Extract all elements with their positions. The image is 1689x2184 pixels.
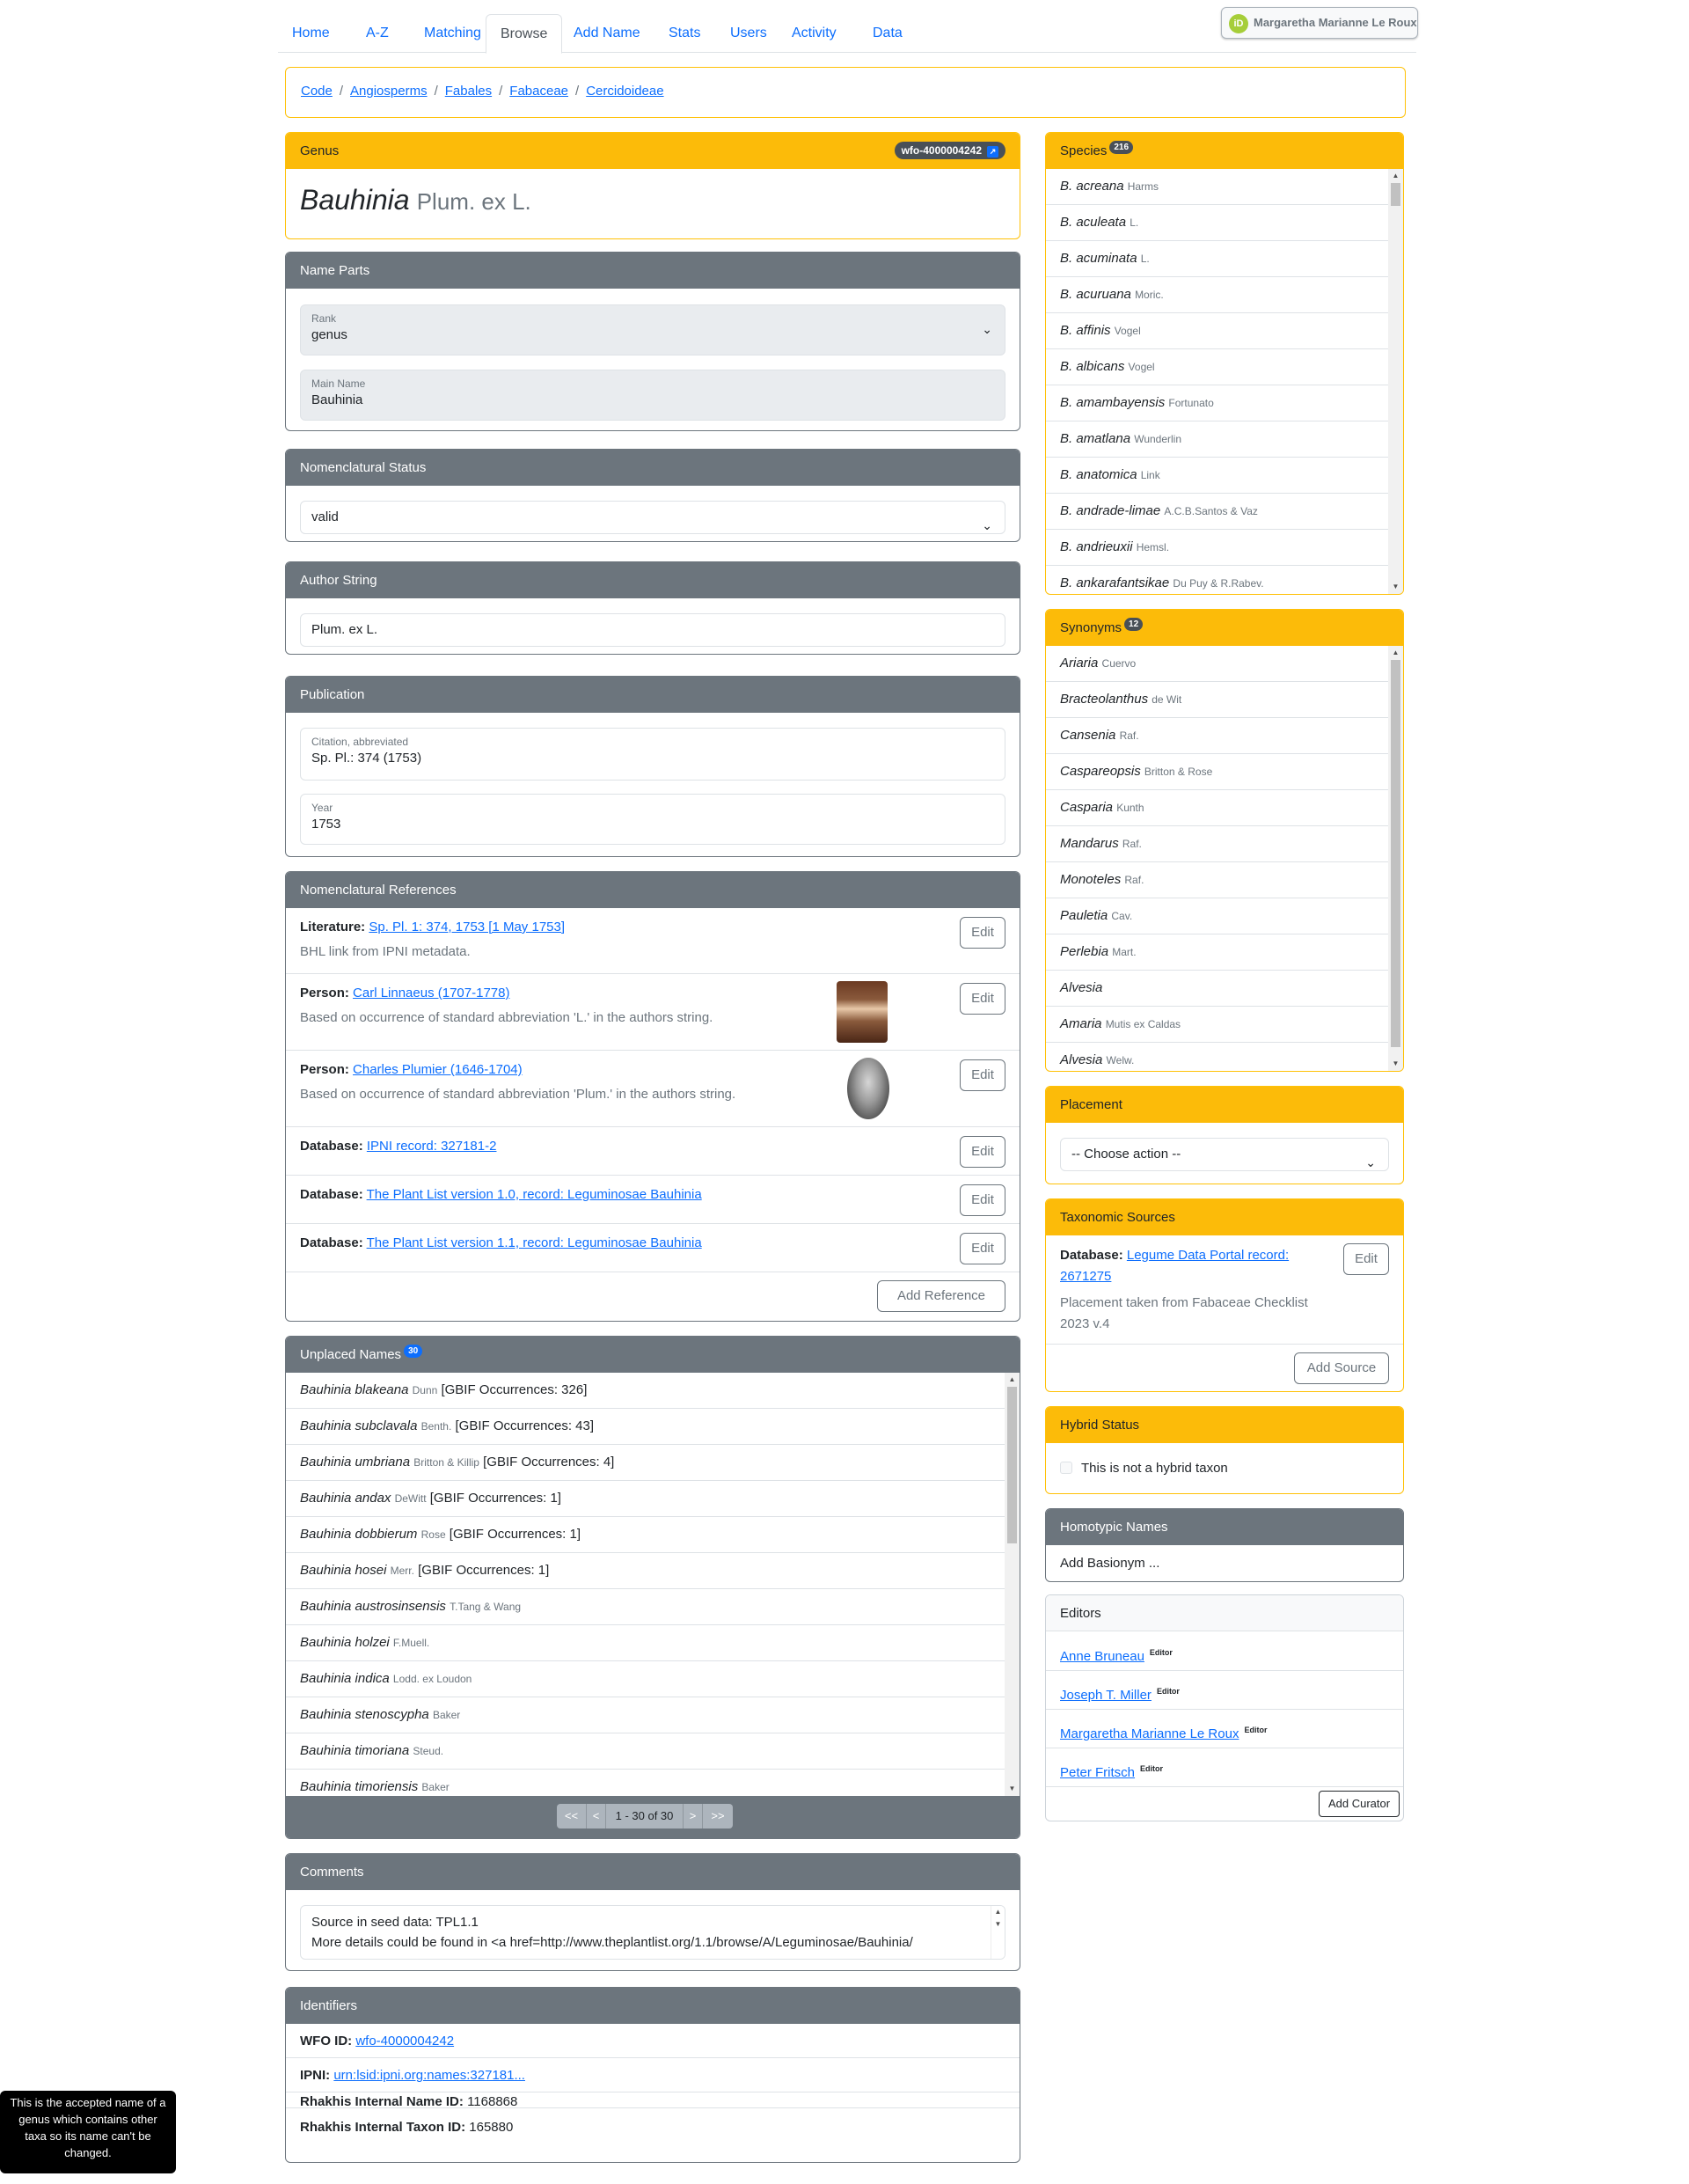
edit-button[interactable]: Edit xyxy=(960,983,1005,1015)
reference-row: Database: The Plant List version 1.0, record: Leguminosae Bauhinia Edit xyxy=(286,1176,1020,1224)
tab-a-z[interactable]: A-Z xyxy=(366,26,389,40)
reference-row: Database: The Plant List version 1.1, record: Leguminosae Bauhinia Edit xyxy=(286,1224,1020,1272)
comments-card xyxy=(285,1853,1020,1971)
taxon-author: Vogel xyxy=(1114,325,1141,337)
taxon-author: Harms xyxy=(1127,180,1159,193)
taxon-name: Bauhinia austrosinsensis xyxy=(300,1599,446,1614)
tooltip: This is the accepted name of a genus which contains other taxa so its name can't be changed. xyxy=(0,2091,176,2173)
taxon-name: Ariaria xyxy=(1060,656,1099,671)
list-item[interactable] xyxy=(286,1770,1005,1796)
taxon-name: B. ankarafantsikae xyxy=(1060,575,1170,590)
year-field[interactable] xyxy=(300,794,1005,845)
list-item[interactable] xyxy=(1046,530,1388,566)
tab-matching[interactable]: Matching xyxy=(424,26,481,40)
breadcrumb-code[interactable]: Code xyxy=(301,84,333,99)
synonyms-header: Synonyms 12 xyxy=(1046,610,1403,646)
reference-link[interactable]: Carl Linnaeus (1707-1778) xyxy=(353,986,510,1000)
identifiers-header: Identifiers xyxy=(286,1988,1020,2024)
editors-header: Editors xyxy=(1046,1595,1403,1631)
gbif-occurrences: [GBIF Occurrences: 43] xyxy=(455,1418,595,1433)
orcid-icon: iD xyxy=(1229,14,1248,33)
list-item[interactable] xyxy=(286,1589,1005,1625)
list-item[interactable] xyxy=(1046,566,1388,594)
scroll-up-icon: ▲ xyxy=(1392,649,1400,656)
taxonomic-sources-header: Taxonomic Sources xyxy=(1046,1199,1403,1235)
chevron-down-icon: ⌄ xyxy=(1365,1155,1376,1169)
edit-button[interactable]: Edit xyxy=(960,917,1005,949)
edit-button[interactable]: Edit xyxy=(1343,1243,1389,1275)
chevron-down-icon: ⌄ xyxy=(982,518,992,532)
edit-button[interactable]: Edit xyxy=(960,1184,1005,1216)
author-string-input[interactable]: Plum. ex L. xyxy=(300,613,1005,647)
editor-role: Editor xyxy=(1156,1687,1180,1696)
scroll-up-icon: ▲ xyxy=(1392,172,1400,180)
add-basionym-item[interactable]: Add Basionym ... xyxy=(1060,1556,1160,1571)
list-item[interactable] xyxy=(286,1733,1005,1770)
comments-textarea[interactable] xyxy=(300,1905,1005,1960)
synonyms-list xyxy=(1046,646,1388,1071)
list-item[interactable] xyxy=(1046,169,1388,205)
homotypic-names-header: Homotypic Names xyxy=(1046,1509,1403,1545)
taxon-author: Benth. xyxy=(420,1420,452,1433)
internal-name-id-row: Rhakhis Internal Name ID: 1168868 xyxy=(286,2092,1020,2108)
gbif-occurrences: [GBIF Occurrences: 4] xyxy=(483,1455,615,1469)
citation-label: Citation, abbreviated xyxy=(311,736,409,748)
synonyms-scrollbar[interactable] xyxy=(1388,646,1403,1071)
taxon-author: Du Puy & R.Rabev. xyxy=(1173,577,1264,590)
genus-card xyxy=(285,132,1020,239)
reference-row: Literature: Sp. Pl. 1: 374, 1753 [1 May 1753] BHL link from IPNI metadata. Edit xyxy=(286,908,1020,974)
taxon-name: Bauhinia andax xyxy=(300,1491,391,1506)
taxon-name: B. acreana xyxy=(1060,179,1124,194)
tab-home[interactable]: Home xyxy=(292,26,330,40)
taxon-name: Alvesia xyxy=(1060,1052,1103,1067)
external-link-icon: ↗ xyxy=(987,146,998,158)
taxon-author: Steud. xyxy=(413,1745,444,1757)
taxon-name: Cansenia xyxy=(1060,728,1116,743)
add-curator-button[interactable]: Add Curator xyxy=(1319,1791,1400,1817)
taxon-name: Casparia xyxy=(1060,800,1114,815)
scroll-up-icon: ▲ xyxy=(1008,1375,1016,1383)
list-item[interactable] xyxy=(286,1553,1005,1589)
editors-card xyxy=(1045,1594,1404,1821)
gbif-occurrences: [GBIF Occurrences: 1] xyxy=(429,1491,561,1506)
taxon-name: Bauhinia indica xyxy=(300,1671,390,1686)
taxon-author: Dunn xyxy=(412,1384,438,1396)
taxon-name: Amaria xyxy=(1060,1016,1102,1031)
ipni-link[interactable]: urn:lsid:ipni.org:names:327181... xyxy=(333,2068,525,2083)
reference-link[interactable]: Sp. Pl. 1: 374, 1753 [1 May 1753] xyxy=(369,920,566,934)
editor-role: Editor xyxy=(1140,1764,1164,1773)
taxon-author: Cav. xyxy=(1111,910,1133,922)
internal-taxon-id-row: Rhakhis Internal Taxon ID: 165880 xyxy=(300,2120,514,2135)
taxon-author: Raf. xyxy=(1119,729,1139,742)
list-item[interactable] xyxy=(1046,349,1388,385)
unplaced-names-list xyxy=(286,1373,1005,1796)
placement-header: Placement xyxy=(1046,1087,1403,1123)
tab-activity[interactable]: Activity xyxy=(792,26,837,40)
synonyms-count-badge: 12 xyxy=(1124,618,1143,631)
taxon-name: Bauhinia subclavala xyxy=(300,1418,418,1433)
taxon-name: B. affinis xyxy=(1060,323,1111,338)
edit-button[interactable]: Edit xyxy=(960,1059,1005,1091)
list-item[interactable] xyxy=(286,1517,1005,1553)
taxon-author: Fortunato xyxy=(1168,397,1214,409)
hybrid-status-card xyxy=(1045,1406,1404,1494)
pagination xyxy=(286,1796,1020,1838)
list-item[interactable] xyxy=(286,1373,1005,1409)
list-item[interactable] xyxy=(286,1697,1005,1733)
taxon-author: Britton & Rose xyxy=(1144,766,1213,778)
species-scrollbar[interactable] xyxy=(1388,169,1403,594)
identifiers-card xyxy=(285,1987,1020,2163)
breadcrumb-cercidoideae[interactable]: Cercidoideae xyxy=(586,84,664,99)
taxon-author: Baker xyxy=(432,1709,461,1721)
rank-select[interactable] xyxy=(300,304,1005,355)
reference-link[interactable]: The Plant List version 1.0, record: Leguminosae Bauhinia xyxy=(366,1187,702,1202)
wfo-id-row: WFO ID: wfo-4000004242 xyxy=(286,2024,1020,2058)
editor-link[interactable]: Joseph T. Miller xyxy=(1060,1688,1152,1703)
last-page-button[interactable]: >> xyxy=(703,1804,733,1829)
taxon-author: Raf. xyxy=(1122,838,1142,850)
reference-link[interactable]: Charles Plumier (1646-1704) xyxy=(353,1062,523,1077)
taxon-name: Bracteolanthus xyxy=(1060,692,1149,707)
gbif-occurrences: [GBIF Occurrences: 1] xyxy=(418,1563,550,1578)
nomenclatural-status-card xyxy=(285,449,1020,542)
taxon-name: B. amambayensis xyxy=(1060,395,1166,410)
taxon-name: Bauhinia stenoscypha xyxy=(300,1707,429,1722)
rank-label: Rank xyxy=(311,312,337,325)
list-item[interactable] xyxy=(1046,421,1388,458)
list-item[interactable] xyxy=(1046,1043,1388,1071)
taxon-name: Bauhinia hosei xyxy=(300,1563,387,1578)
main-name-value: Bauhinia xyxy=(311,392,363,407)
tab-stats[interactable]: Stats xyxy=(669,26,701,40)
species-list xyxy=(1046,169,1388,594)
taxon-author: T.Tang & Wang xyxy=(450,1601,522,1613)
taxonomic-source-desc: Placement taken from Fabaceae Checklist 2023 v.4 xyxy=(1060,1295,1308,1331)
list-item[interactable] xyxy=(1046,313,1388,349)
comments-scrollbar[interactable] xyxy=(991,1906,1005,1959)
nomenclatural-status-header: Nomenclatural Status xyxy=(286,450,1020,486)
taxon-author: Cuervo xyxy=(1101,657,1137,670)
list-item[interactable] xyxy=(1046,1007,1388,1043)
tab-data[interactable]: Data xyxy=(873,26,903,40)
taxon-name: Caspareopsis xyxy=(1060,764,1141,779)
tab-add-name[interactable]: Add Name xyxy=(574,26,640,40)
reference-link[interactable]: The Plant List version 1.1, record: Leguminosae Bauhinia xyxy=(366,1235,702,1250)
chevron-down-icon: ⌄ xyxy=(982,322,992,336)
tab-users[interactable]: Users xyxy=(730,26,767,40)
citation-value: Sp. Pl.: 374 (1753) xyxy=(311,751,422,766)
breadcrumb-fabaceae[interactable]: Fabaceae xyxy=(509,84,569,99)
taxon-name: B. andrade-limae xyxy=(1060,503,1161,518)
references-header: Nomenclatural References xyxy=(286,872,1020,908)
user-button[interactable] xyxy=(1221,7,1418,39)
editor-row xyxy=(1046,1748,1403,1787)
wfo-id-badge[interactable]: wfo-4000004242 ↗ xyxy=(895,142,1005,159)
list-item[interactable] xyxy=(1046,241,1388,277)
list-item[interactable] xyxy=(1046,934,1388,971)
taxon-name: B. amatlana xyxy=(1060,431,1131,446)
taxon-name: Mandarus xyxy=(1060,836,1119,851)
add-source-button[interactable]: Add Source xyxy=(1294,1352,1389,1384)
list-item[interactable] xyxy=(286,1481,1005,1517)
taxon-name: B. acuminata xyxy=(1060,251,1137,266)
user-name: Margaretha Marianne Le Roux xyxy=(1254,16,1417,29)
list-item[interactable] xyxy=(286,1661,1005,1697)
species-card xyxy=(1045,132,1404,595)
carl-linnaeus-portrait xyxy=(837,981,888,1043)
species-header: Species 216 xyxy=(1046,133,1403,169)
main-name-label: Main Name xyxy=(311,377,366,390)
unplaced-names-header: Unplaced Names 30 xyxy=(286,1337,1020,1373)
species-count-badge: 216 xyxy=(1109,141,1133,154)
nomenclatural-status-select[interactable]: valid ⌄ xyxy=(300,501,1005,534)
year-label: Year xyxy=(311,802,333,814)
taxon-author: Moric. xyxy=(1135,289,1164,301)
editor-role: Editor xyxy=(1149,1648,1173,1657)
taxon-name: Perlebia xyxy=(1060,944,1109,959)
taxon-author: Mart. xyxy=(1112,946,1137,958)
reference-row: Database: IPNI record: 327181-2 Edit xyxy=(286,1127,1020,1176)
publication-header: Publication xyxy=(286,677,1020,713)
hybrid-label: This is not a hybrid taxon xyxy=(1081,1461,1228,1476)
list-item[interactable] xyxy=(1046,277,1388,313)
breadcrumb-fabales[interactable]: Fabales xyxy=(444,84,493,99)
taxon-author: de Wit xyxy=(1152,693,1182,706)
ipni-row: IPNI: urn:lsid:ipni.org:names:327181... xyxy=(286,2058,1020,2092)
taxon-author: Kunth xyxy=(1116,802,1144,814)
reference-desc: Based on occurrence of standard abbreviation 'L.' in the authors string. xyxy=(300,1010,713,1025)
taxon-author: Britton & Killip xyxy=(413,1456,479,1469)
list-item[interactable] xyxy=(286,1625,1005,1661)
taxon-name: Bauhinia timoriana xyxy=(300,1743,410,1758)
taxon-author: L. xyxy=(1140,253,1150,265)
year-value: 1753 xyxy=(311,817,341,832)
taxon-author: F.Muell. xyxy=(392,1637,430,1649)
placement-card xyxy=(1045,1086,1404,1184)
reference-desc: BHL link from IPNI metadata. xyxy=(300,944,471,959)
taxonomic-source-link[interactable]: Legume Data Portal record: 2671275 xyxy=(1060,1248,1290,1284)
list-item[interactable] xyxy=(1046,754,1388,790)
taxonomic-sources-card xyxy=(1045,1198,1404,1392)
genus-header: Genus wfo-4000004242 ↗ xyxy=(286,133,1020,169)
genus-full-name xyxy=(300,184,531,216)
next-page-button[interactable]: > xyxy=(684,1804,703,1829)
editor-link[interactable]: Margaretha Marianne Le Roux xyxy=(1060,1726,1239,1741)
taxon-name: Alvesia xyxy=(1060,980,1103,995)
comment-line: More details could be found in <a href=http://www.theplantlist.org/1.1/browse/A/Leguminosae/Bauhinia/ xyxy=(311,1935,913,1950)
scroll-down-icon: ▼ xyxy=(1008,1785,1016,1792)
taxon-author: L. xyxy=(1130,216,1139,229)
list-item[interactable] xyxy=(1046,826,1388,862)
hybrid-status-header: Hybrid Status xyxy=(1046,1407,1403,1443)
list-item[interactable] xyxy=(286,1409,1005,1445)
taxon-name: Bauhinia dobbierum xyxy=(300,1527,418,1542)
taxon-author: Lodd. ex Loudon xyxy=(392,1673,472,1685)
taxon-name: Bauhinia holzei xyxy=(300,1635,390,1650)
list-item[interactable] xyxy=(1046,971,1388,1007)
breadcrumb: Code / Angiosperms / Fabales / Fabaceae / Cercidoideae xyxy=(285,67,1406,118)
list-item[interactable] xyxy=(1046,862,1388,898)
gbif-occurrences: [GBIF Occurrences: 326] xyxy=(441,1382,588,1397)
reference-link[interactable]: IPNI record: 327181-2 xyxy=(366,1139,497,1154)
taxon-author: Hemsl. xyxy=(1136,541,1170,553)
taxon-author: Welw. xyxy=(1106,1054,1135,1066)
taxonomic-source-text: Database: Legume Data Portal record: 2671275 xyxy=(1060,1248,1290,1284)
breadcrumb-angiosperms[interactable]: Angiosperms xyxy=(350,84,428,99)
unplaced-scrollbar[interactable] xyxy=(1005,1373,1020,1796)
list-item[interactable] xyxy=(1046,718,1388,754)
taxon-author: Vogel xyxy=(1128,361,1155,373)
taxon-name: Bauhinia blakeana xyxy=(300,1382,409,1397)
add-reference-button[interactable]: Add Reference xyxy=(877,1280,1005,1312)
hybrid-checkbox[interactable] xyxy=(1060,1462,1072,1474)
editor-link[interactable]: Peter Fritsch xyxy=(1060,1765,1136,1780)
reference-desc: Based on occurrence of standard abbreviation 'Plum.' in the authors string. xyxy=(300,1087,736,1102)
edit-button[interactable]: Edit xyxy=(960,1136,1005,1168)
synonyms-card xyxy=(1045,609,1404,1072)
main-name-field[interactable] xyxy=(300,370,1005,421)
wfo-id-link[interactable]: wfo-4000004242 xyxy=(355,2034,455,2048)
list-item[interactable] xyxy=(1046,205,1388,241)
taxon-author: Merr. xyxy=(390,1565,414,1577)
taxon-author: Link xyxy=(1140,469,1160,481)
taxon-name: B. andrieuxii xyxy=(1060,539,1133,554)
unplaced-names-card xyxy=(285,1336,1020,1839)
list-item[interactable] xyxy=(1046,494,1388,530)
references-card xyxy=(285,871,1020,1322)
edit-button[interactable]: Edit xyxy=(960,1233,1005,1264)
list-item[interactable] xyxy=(1046,646,1388,682)
list-item[interactable] xyxy=(1046,682,1388,718)
list-item[interactable] xyxy=(1046,385,1388,421)
taxon-name: Monoteles xyxy=(1060,872,1122,887)
placement-select[interactable]: -- Choose action -- ⌄ xyxy=(1060,1138,1389,1171)
rank-value: genus xyxy=(311,327,347,342)
genus-name: Bauhinia xyxy=(300,184,410,216)
list-item[interactable] xyxy=(286,1445,1005,1481)
comments-header: Comments xyxy=(286,1854,1020,1890)
author-string-card xyxy=(285,561,1020,655)
editor-role: Editor xyxy=(1244,1726,1268,1734)
taxon-name: B. aculeata xyxy=(1060,215,1127,230)
taxon-author: Wunderlin xyxy=(1134,433,1182,445)
gbif-occurrences: [GBIF Occurrences: 1] xyxy=(449,1527,581,1542)
taxon-author: Raf. xyxy=(1124,874,1144,886)
homotypic-names-card xyxy=(1045,1508,1404,1582)
scroll-down-icon: ▼ xyxy=(1392,583,1400,590)
page-range: 1 - 30 of 30 xyxy=(606,1804,684,1829)
editor-row xyxy=(1046,1671,1403,1710)
editor-row xyxy=(1046,1632,1403,1671)
charles-plumier-portrait xyxy=(847,1058,889,1119)
first-page-button[interactable]: << xyxy=(557,1804,587,1829)
list-item[interactable] xyxy=(1046,458,1388,494)
publication-card xyxy=(285,676,1020,857)
reference-row: Person: Charles Plumier (1646-1704) Based on occurrence of standard abbreviation 'Plum.' in the authors string. Edit xyxy=(286,1051,1020,1127)
name-parts-card xyxy=(285,252,1020,431)
genus-authors: Plum. ex L. xyxy=(416,188,531,215)
name-parts-header: Name Parts xyxy=(286,253,1020,289)
taxon-name: Pauletia xyxy=(1060,908,1108,923)
reference-row: Person: Carl Linnaeus (1707-1778) Based on occurrence of standard abbreviation 'L.' in the authors string. Edit xyxy=(286,974,1020,1051)
taxon-name: B. acuruana xyxy=(1060,287,1131,302)
scroll-down-icon: ▼ xyxy=(1392,1059,1400,1067)
taxon-author: A.C.B.Santos & Vaz xyxy=(1164,505,1258,517)
list-item[interactable] xyxy=(1046,790,1388,826)
editor-row xyxy=(1046,1710,1403,1748)
unplaced-count-badge: 30 xyxy=(404,1345,422,1358)
taxon-name: B. albicans xyxy=(1060,359,1125,374)
taxon-name: B. anatomica xyxy=(1060,467,1137,482)
comment-line: Source in seed data: TPL1.1 xyxy=(311,1915,479,1930)
prev-page-button[interactable]: < xyxy=(587,1804,606,1829)
taxon-name: Bauhinia umbriana xyxy=(300,1455,411,1469)
scroll-down-icon: ▼ xyxy=(994,1920,1002,1928)
scroll-up-icon: ▲ xyxy=(994,1908,1002,1916)
taxon-author: DeWitt xyxy=(394,1492,427,1505)
editor-link[interactable]: Anne Bruneau xyxy=(1060,1649,1144,1664)
list-item[interactable] xyxy=(1046,898,1388,934)
taxon-author: Rose xyxy=(420,1528,446,1541)
taxon-author: Baker xyxy=(421,1781,450,1793)
tab-browse[interactable]: Browse xyxy=(486,14,562,54)
taxon-author: Mutis ex Caldas xyxy=(1105,1018,1181,1030)
author-string-header: Author String xyxy=(286,562,1020,598)
taxon-name: Bauhinia timoriensis xyxy=(300,1779,419,1794)
citation-field[interactable] xyxy=(300,728,1005,781)
